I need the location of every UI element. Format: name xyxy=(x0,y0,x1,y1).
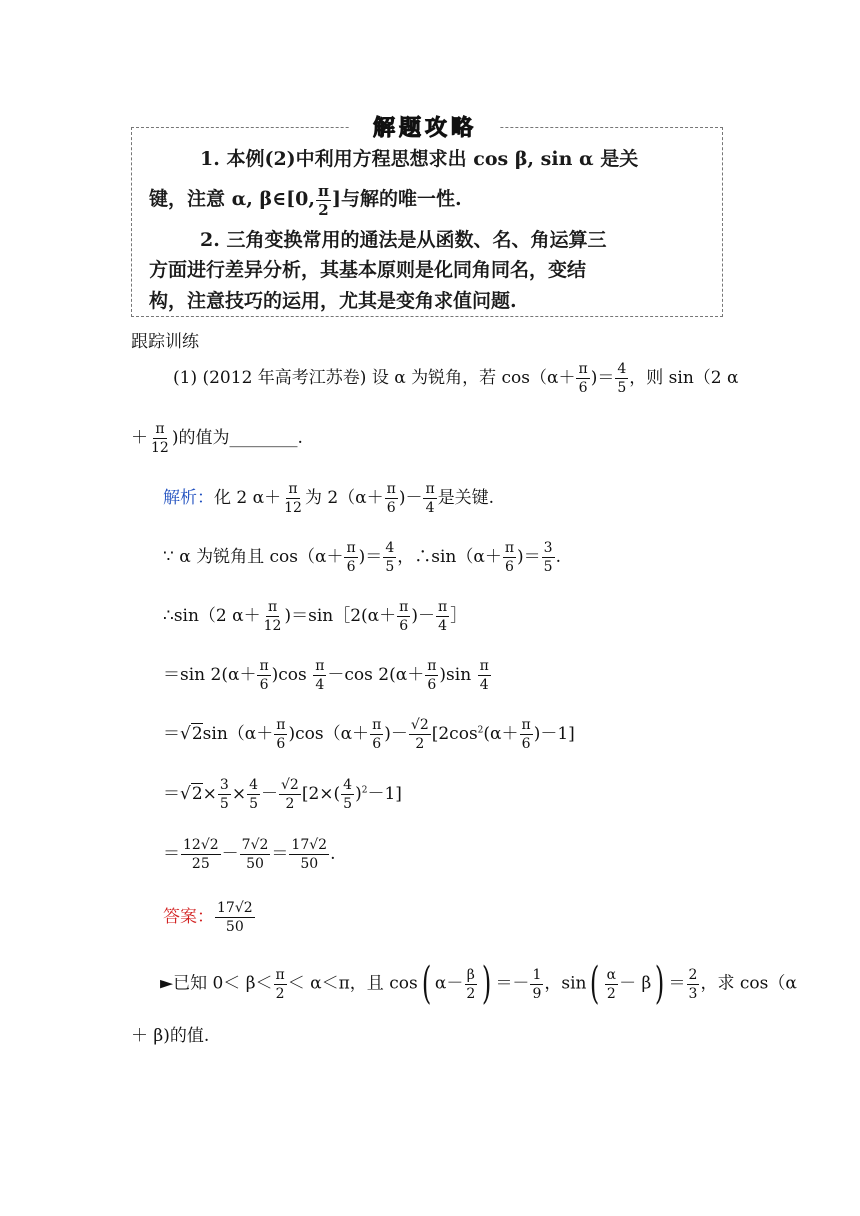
strategy-line-5: 构，注意技巧的运用，尤其是变角求值问题. xyxy=(149,290,517,312)
problem-1-line-1: (1) (2012 年高考江苏卷) 设 α 为锐角，若 cos（α＋ $\frac{\pi}{6}$ )＝ $\frac{4}{5}$ ，则 sin（2 α xyxy=(173,361,739,396)
strategy-title: 解题攻略 xyxy=(350,111,500,141)
strategy-line-2: 键，注意 α, β∈[0, $\frac{\pi}{2}$ ]与解的唯一性. xyxy=(149,181,462,219)
answer-label: 答案： xyxy=(163,907,214,927)
strategy-line-1: 1. 本例(2)中利用方程思想求出 cos β, sin α 是关 xyxy=(200,148,639,170)
solution-line-6: ＝√2× $\frac{3}{5}$ × $\frac{4}{5}$ － $\frac{√2}{2}$ [2×( $\frac{4}{5}$ )$^2$－1] xyxy=(163,777,402,812)
strategy-line-4: 方面进行差异分析，其基本原则是化同角同名，变结 xyxy=(149,259,587,281)
section-title: 跟踪训练 xyxy=(131,332,199,352)
problem-2-line-2: ＋ β)的值. xyxy=(131,1026,210,1046)
answer-line: 答案： $\frac{17√2}{50}$ xyxy=(163,900,253,935)
solution-label: 解析： xyxy=(163,488,214,508)
solution-line-2: ∵ α 为锐角且 cos（α＋ $\frac{\pi}{6}$ )＝ $\frac{4}{5}$ ，∴sin（α＋ $\frac{\pi}{6}$ )＝ $\frac{3}{5}$ . xyxy=(163,540,561,575)
problem-2-line-1: ►已知 0＜ β＜ $\frac{\pi}{2}$ ＜ α＜π，且 cos( α－ $\frac{\beta}{2}$ ) ＝－ $\frac{1}{9}$ ，sin( $\frac{\alpha}{2}$ － β) ＝ $\frac{2}{3}$ ，求 cos（α xyxy=(160,958,797,1009)
solution-line-5: ＝√2sin（α＋ $\frac{\pi}{6}$ )cos（α＋ $\frac{\pi}{6}$ )－ $\frac{√2}{2}$ [$2\cos^2(\alpha+$ $\frac{\pi}{6}$ )－1] xyxy=(163,717,575,752)
solution-line-1: 解析：化 2 α＋ $\frac{\pi}{12}$ 为 2（α＋ $\frac{\pi}{6}$ )－ $\frac{\pi}{4}$ 是关键. xyxy=(163,481,495,516)
solution-line-7: ＝ $\frac{12√2}{25}$ － $\frac{7√2}{50}$ ＝ $\frac{17√2}{50}$ . xyxy=(163,837,336,872)
solution-line-4: ＝sin 2(α＋ $\frac{\pi}{6}$ )cos $\frac{\pi}{4}$ －cos 2(α＋ $\frac{\pi}{6}$ )sin $\frac{\pi}{4}$ xyxy=(163,658,489,693)
strategy-line-3: 2. 三角变换常用的通法是从函数、名、角运算三 xyxy=(200,229,607,251)
problem-1-line-2: ＋ $\frac{\pi}{12}$ )的值为________. xyxy=(131,421,303,456)
solution-line-3: ∴sin（2 α＋ $\frac{\pi}{12}$ )＝sin［2(α＋ $\frac{\pi}{6}$ )－ $\frac{\pi}{4}$ ］ xyxy=(163,599,468,634)
